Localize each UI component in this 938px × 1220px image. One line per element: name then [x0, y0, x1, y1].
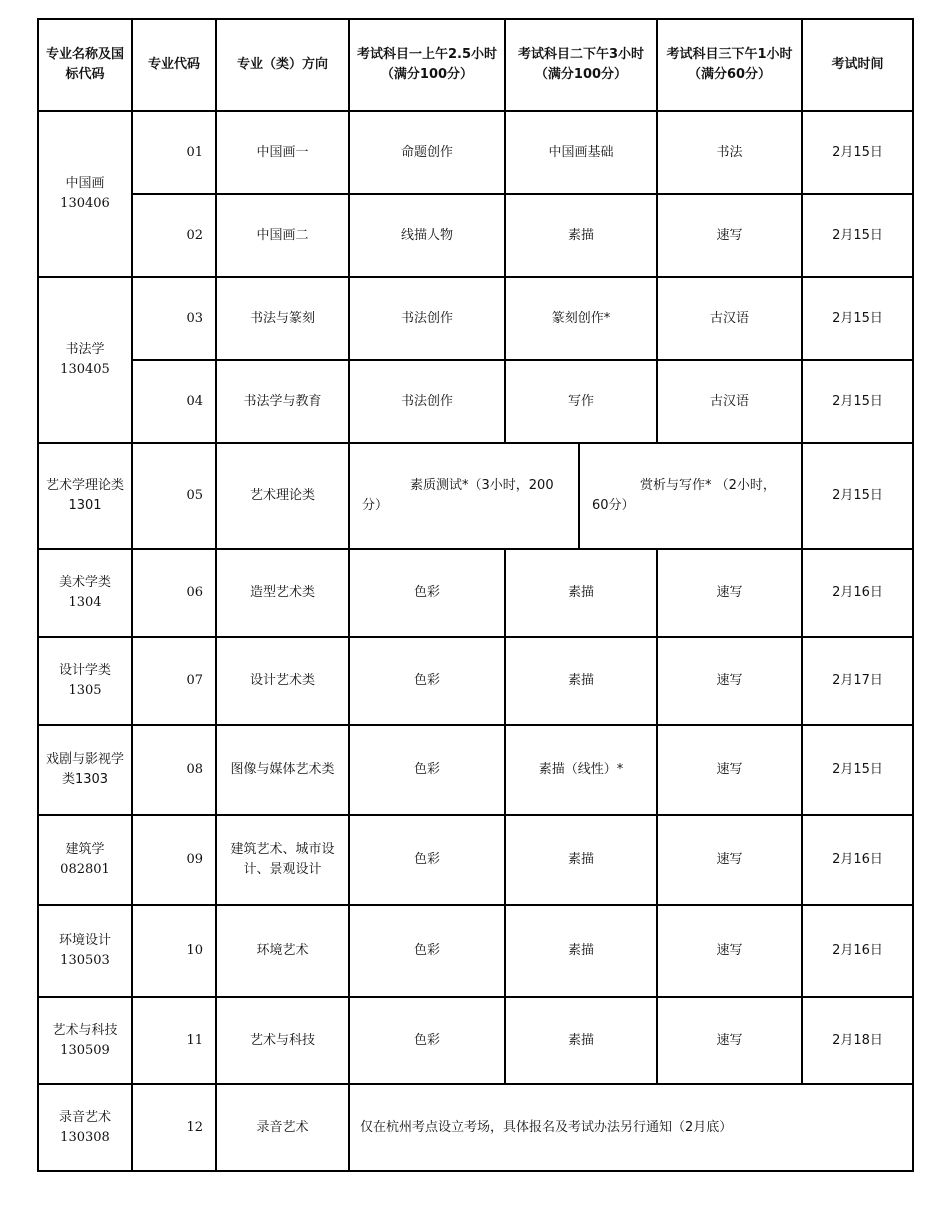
exam-schedule-table — [37, 18, 914, 1172]
header-direction: 专业（类）方向 — [216, 19, 349, 111]
header-row — [38, 19, 913, 111]
subject2-cell: 素描 — [505, 549, 657, 637]
major-cell — [38, 277, 132, 443]
code-cell: 06 — [132, 549, 216, 637]
note-cell: 仅在杭州考点设立考场，具体报名及考试办法另行通知（2月底） — [349, 1084, 913, 1171]
subject2-merged: 赏析与写作* （2小时，60分） — [592, 478, 776, 513]
code-cell: 02 — [132, 194, 216, 277]
major-name: 录音艺术 — [58, 1109, 111, 1125]
major-name: 艺术与科技 — [52, 1022, 118, 1038]
subject3-cell: 速写 — [657, 997, 802, 1084]
subject2-cell: 素描（线性）* — [505, 725, 657, 815]
direction-cell: 建筑艺术、城市设计、景观设计 — [216, 815, 349, 905]
major-cell — [38, 637, 132, 725]
subject2-cell: 素描 — [505, 815, 657, 905]
direction-cell: 书法学与教育 — [216, 360, 349, 443]
subject1-cell: 色彩 — [349, 997, 505, 1084]
code-cell: 11 — [132, 997, 216, 1084]
table-row — [38, 277, 913, 360]
table-row — [38, 111, 913, 194]
code-cell: 05 — [132, 443, 216, 549]
code-cell: 08 — [132, 725, 216, 815]
subject3-cell: 古汉语 — [657, 360, 802, 443]
major-name: 设计学类 — [58, 663, 111, 678]
table-row — [38, 443, 913, 549]
direction-cell: 中国画二 — [216, 194, 349, 277]
subject3-cell: 速写 — [657, 725, 802, 815]
subject2-cell: 写作 — [505, 360, 657, 443]
subject3-cell: 速写 — [657, 549, 802, 637]
time-cell: 2月16日 — [802, 815, 913, 905]
major-name: 艺术学理论类1301 — [45, 478, 124, 513]
table-row — [38, 997, 913, 1084]
time-cell: 2月15日 — [802, 277, 913, 360]
code-cell: 07 — [132, 637, 216, 725]
direction-cell: 录音艺术 — [216, 1084, 349, 1171]
table-row — [38, 360, 913, 443]
major-code: 1305 — [68, 683, 102, 698]
major-cell — [38, 725, 132, 815]
time-cell: 2月15日 — [802, 194, 913, 277]
table-row — [38, 549, 913, 637]
merged-subject-cell — [349, 443, 802, 549]
subject3-cell: 速写 — [657, 637, 802, 725]
major-name: 环境设计 — [58, 933, 111, 948]
subject2-cell: 素描 — [505, 997, 657, 1084]
time-cell: 2月16日 — [802, 905, 913, 997]
major-code: 130405 — [60, 362, 110, 377]
table-row — [38, 725, 913, 815]
subject1-cell: 色彩 — [349, 637, 505, 725]
header-subject1: 考试科目一上午2.5小时（满分100分） — [349, 19, 505, 111]
major-cell — [38, 815, 132, 905]
subject2-cell: 篆刻创作* — [505, 277, 657, 360]
time-cell: 2月15日 — [802, 111, 913, 194]
code-cell: 04 — [132, 360, 216, 443]
subject1-cell: 书法创作 — [349, 277, 505, 360]
header-code: 专业代码 — [132, 19, 216, 111]
major-cell — [38, 443, 132, 549]
subject2-cell: 素描 — [505, 905, 657, 997]
subject1-cell: 色彩 — [349, 725, 505, 815]
direction-cell: 中国画一 — [216, 111, 349, 194]
direction-cell: 艺术理论类 — [216, 443, 349, 549]
major-code: 1304 — [68, 595, 102, 610]
direction-cell: 造型艺术类 — [216, 549, 349, 637]
subject2-cell: 素描 — [505, 637, 657, 725]
subject3-cell: 速写 — [657, 815, 802, 905]
code-cell: 03 — [132, 277, 216, 360]
major-cell — [38, 111, 132, 277]
header-subject3: 考试科目三下午1小时 （满分60分） — [657, 19, 802, 111]
header-subject2: 考试科目二下午3小时 （满分100分） — [505, 19, 657, 111]
subject3-cell: 速写 — [657, 905, 802, 997]
major-code: 130308 — [60, 1129, 110, 1145]
major-code: 130503 — [60, 953, 110, 968]
header-major: 专业名称及国标代码 — [38, 19, 132, 111]
major-code: 082801 — [60, 862, 110, 877]
code-cell: 09 — [132, 815, 216, 905]
subject3-cell: 古汉语 — [657, 277, 802, 360]
subject1-merged: 素质测试*（3小时，200分） — [362, 478, 554, 513]
subject1-cell: 色彩 — [349, 905, 505, 997]
subject3-cell: 书法 — [657, 111, 802, 194]
time-cell: 2月17日 — [802, 637, 913, 725]
time-cell: 2月18日 — [802, 997, 913, 1084]
direction-cell: 图像与媒体艺术类 — [216, 725, 349, 815]
time-cell: 2月15日 — [802, 725, 913, 815]
major-name: 中国画 — [65, 176, 105, 191]
major-cell — [38, 905, 132, 997]
subject1-cell: 书法创作 — [349, 360, 505, 443]
direction-cell: 设计艺术类 — [216, 637, 349, 725]
subject1-cell: 色彩 — [349, 549, 505, 637]
direction-cell: 环境艺术 — [216, 905, 349, 997]
code-cell: 12 — [132, 1084, 216, 1171]
subject2-cell: 素描 — [505, 194, 657, 277]
table-row — [38, 637, 913, 725]
major-name: 建筑学 — [65, 842, 105, 857]
header-time: 考试时间 — [802, 19, 913, 111]
direction-cell: 艺术与科技 — [216, 997, 349, 1084]
subject1-cell: 色彩 — [349, 815, 505, 905]
subject3-cell: 速写 — [657, 194, 802, 277]
major-name: 书法学 — [65, 342, 105, 357]
time-cell: 2月15日 — [802, 443, 913, 549]
subject1-cell: 命题创作 — [349, 111, 505, 194]
major-cell — [38, 549, 132, 637]
major-cell — [38, 1084, 132, 1171]
major-code: 130509 — [60, 1042, 110, 1058]
subject1-cell: 线描人物 — [349, 194, 505, 277]
time-cell: 2月15日 — [802, 360, 913, 443]
code-cell: 10 — [132, 905, 216, 997]
table-row — [38, 905, 913, 997]
subject2-cell: 中国画基础 — [505, 111, 657, 194]
major-code: 130406 — [60, 196, 110, 211]
major-name: 美术学类 — [58, 575, 111, 590]
table-row — [38, 815, 913, 905]
major-name: 戏剧与影视学类1303 — [45, 752, 124, 787]
time-cell: 2月16日 — [802, 549, 913, 637]
table-row — [38, 1084, 913, 1171]
major-cell — [38, 997, 132, 1084]
table-row — [38, 194, 913, 277]
direction-cell: 书法与篆刻 — [216, 277, 349, 360]
code-cell: 01 — [132, 111, 216, 194]
